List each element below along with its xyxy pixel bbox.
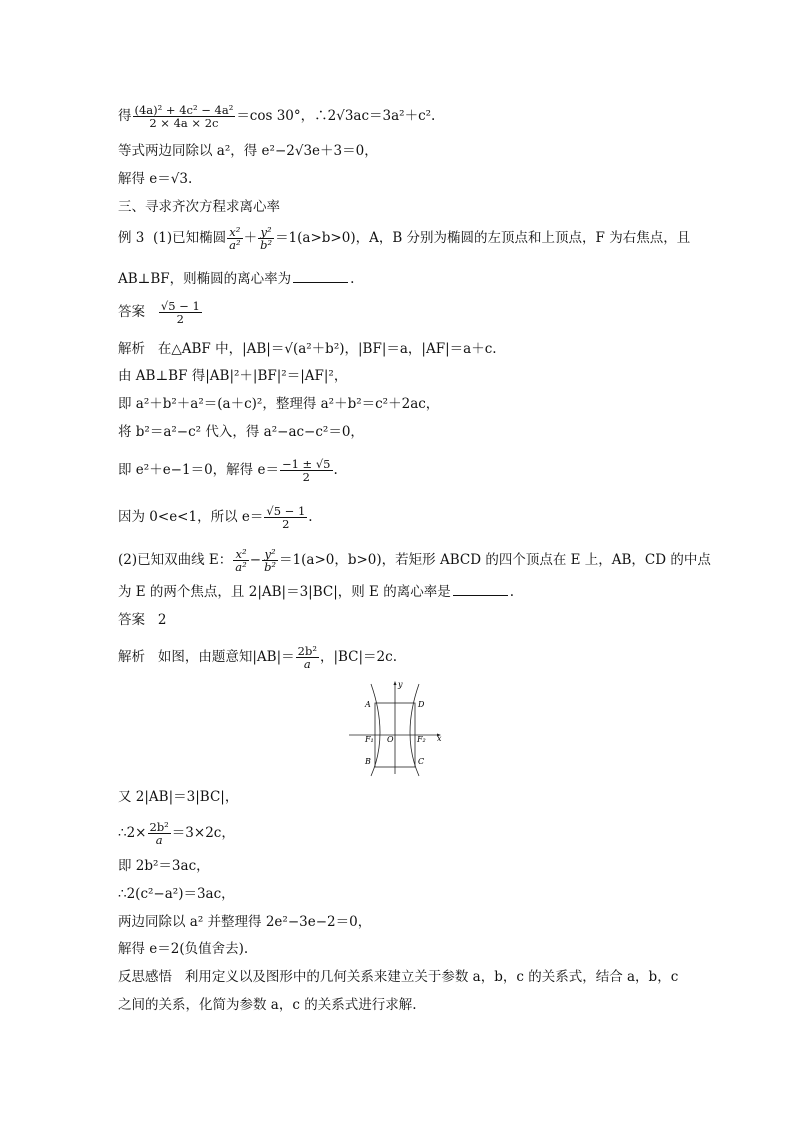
example3-part2-line2: 为 E 的两个焦点，且 2|AB|＝3|BC|，则 E 的离心率是 . <box>118 584 515 600</box>
hyperbola-left-branch <box>371 684 380 776</box>
analysis2-line6: 两边同除以 a² 并整理得 2e²−3e−2＝0， <box>118 914 372 930</box>
label-F2: F₂ <box>417 735 426 744</box>
fraction-denominator: b² <box>260 238 273 252</box>
fraction-numerator: √5 − 1 <box>160 299 200 313</box>
fraction <box>233 548 248 573</box>
analysis1-line3: 即 a²＋b²＋a²＝(a＋c)²，整理得 a²＋b²＝c²＋2ac， <box>118 396 440 412</box>
analysis1-line1 <box>118 340 497 358</box>
answer-label: 答案 <box>118 304 145 320</box>
analysis1-line5: 即 e²＋e−1＝0，解得 e＝ $\frac{-1 \pm √5}{2}$ . <box>118 457 338 484</box>
analysis2-line2: 又 2|AB|＝3|BC|， <box>118 789 239 805</box>
analysis1-line4: 将 b²＝a²−c² 代入，得 a²−ac−c²＝0， <box>118 424 364 440</box>
text: ＝1(a>0，b>0)，若矩形 ABCD 的四个顶点在 E 上，AB，CD 的中点 <box>279 552 711 568</box>
text: 因为 0<e<1，所以 e＝ <box>118 509 264 525</box>
text-line-3: 解得 e＝√3. <box>118 171 193 187</box>
fraction <box>133 104 236 129</box>
reflection-label: 反思感悟 <box>118 969 172 985</box>
fraction-denominator: 2 <box>282 517 290 531</box>
fraction-numerator: (4a)² + 4c² − 4a² <box>134 103 234 117</box>
fraction <box>227 226 242 251</box>
text: ，|BC|＝2c. <box>319 649 397 665</box>
text: ＝1(a>b>0)，A，B 分别为椭圆的左顶点和上顶点，F 为右焦点，且 <box>275 230 691 246</box>
section-heading: 三、寻求齐次方程求离心率 <box>118 199 280 215</box>
answer-label: 答案 <box>118 612 145 628</box>
example3-part1-line2: AB⊥BF，则椭圆的离心率为 . <box>118 271 355 287</box>
fraction-denominator: b² <box>264 560 277 574</box>
text: 在△ABF 中，|AB|＝√(a²＋b²)，|BF|＝a，|AF|＝a＋c. <box>157 341 497 357</box>
example-label: 例 3 <box>118 230 145 246</box>
label-B: B <box>365 757 371 766</box>
text: AB⊥BF，则椭圆的离心率为 <box>118 271 292 287</box>
fraction-numerator: 2b² <box>149 820 169 834</box>
text: ＝cos 30°，∴2√3ac＝3a²＋c². <box>236 108 436 124</box>
example3-part1: 例 3 (1)已知椭圆 $\frac{\text{x²}}{\text{a²}}$ ＋ $\frac{\text{y²}}{\text{b²}}$ ＝1(a>b>0)，A，B 分别为椭圆的左顶点和上顶点，F 为右焦点，且 <box>118 225 691 252</box>
label-C: C <box>418 757 425 766</box>
fraction-denominator: 2 <box>302 470 310 484</box>
label-A: A <box>365 700 371 709</box>
analysis1-line6: 因为 0<e<1，所以 e＝ $\frac{√5 - 1}{2}$ . <box>118 504 313 531</box>
answer-value: 2 <box>157 612 167 628</box>
analysis-label: 解析 <box>118 649 145 665</box>
text: (1)已知椭圆 <box>152 230 227 246</box>
fraction <box>264 505 307 530</box>
answer1 <box>118 300 203 325</box>
text: ∴2× <box>118 825 147 841</box>
label-D: D <box>418 700 425 709</box>
analysis1-line2: 由 AB⊥BF 得|AB|²＋|BF|²＝|AF|²， <box>118 368 348 384</box>
answer2 <box>118 611 166 629</box>
text: 如图，由题意知|AB|＝ <box>157 649 295 665</box>
fraction-numerator: x² <box>227 226 242 239</box>
text: 为 E 的两个焦点，且 2|AB|＝3|BC|，则 E 的离心率是 <box>118 584 451 600</box>
fraction-numerator: √5 − 1 <box>266 504 306 518</box>
text: 得 <box>118 108 132 124</box>
fraction <box>296 645 319 670</box>
fraction <box>262 548 278 573</box>
label-O: O <box>387 735 394 744</box>
label-x: x <box>437 734 442 743</box>
answer-blank <box>453 595 508 596</box>
text-line-2: 等式两边同除以 a²，得 e²−2√3e＋3＝0， <box>118 143 378 159</box>
reflection-line1 <box>118 968 678 986</box>
fraction-denominator: 2 × 4a × 2c <box>149 116 219 130</box>
fraction-numerator: y² <box>262 548 278 561</box>
analysis2-line4: 即 2b²＝3ac， <box>118 858 210 874</box>
label-y: y <box>398 680 403 689</box>
label-F1: F₁ <box>365 735 374 744</box>
fraction <box>148 821 171 846</box>
analysis-label: 解析 <box>118 341 145 357</box>
text: ＝3×2c， <box>171 825 235 841</box>
fraction-numerator: 2b² <box>297 644 317 658</box>
fraction <box>258 226 274 251</box>
answer-blank <box>293 282 348 283</box>
fraction <box>159 300 202 325</box>
analysis2-line5: ∴2(c²−a²)＝3ac， <box>118 886 235 902</box>
example3-part2: (2)已知双曲线 E： $\frac{\text{x²}}{\text{a²}}$ − $\frac{\text{y²}}{\text{b²}}$ ＝1(a>0，b>0)，若矩形 ABCD 的四个顶点在 E 上，AB，CD 的中点 <box>118 547 711 574</box>
y-axis-arrow <box>394 681 397 685</box>
analysis2-line3 <box>118 821 235 846</box>
fraction <box>280 458 333 483</box>
fraction-numerator: y² <box>258 226 274 239</box>
fraction-denominator: a² <box>229 238 241 252</box>
reflection-line2: 之间的关系，化简为参数 a，c 的关系式进行求解. <box>118 997 417 1013</box>
text: 即 e²＋e−1＝0，解得 e＝ <box>118 462 279 478</box>
analysis2-line1 <box>118 645 397 670</box>
fraction-denominator: a <box>303 657 311 671</box>
text: 利用定义以及图形中的几何关系来建立关于参数 a，b，c 的关系式，结合 a，b，c <box>184 969 679 985</box>
hyperbola-figure <box>345 678 445 778</box>
fraction-numerator: x² <box>233 548 248 561</box>
fraction-denominator: 2 <box>176 312 184 326</box>
fraction-denominator: a <box>155 833 163 847</box>
fraction-numerator: −1 ± √5 <box>281 457 331 471</box>
equation-line-1 <box>118 104 435 129</box>
text: (2)已知双曲线 E： <box>118 552 233 568</box>
fraction-denominator: a² <box>235 560 247 574</box>
analysis2-line7: 解得 e＝2(负值舍去). <box>118 941 249 957</box>
